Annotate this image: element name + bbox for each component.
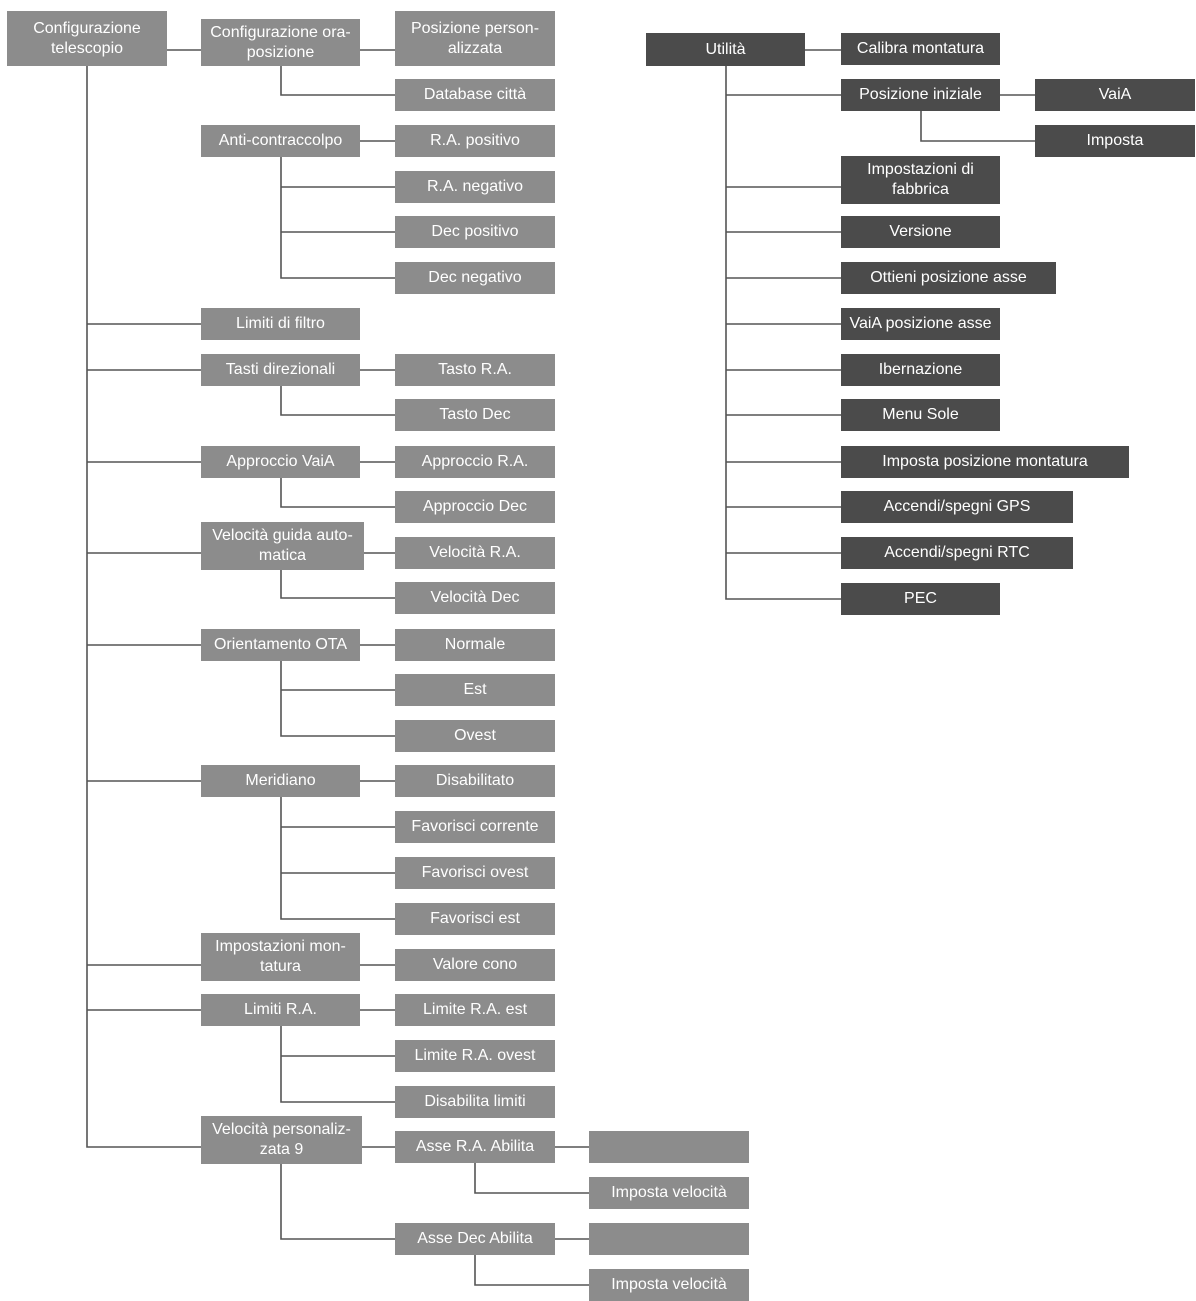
- version-node: Versione: [841, 216, 1000, 248]
- ra-axis-blank-node: [589, 1131, 749, 1163]
- dec-axis-blank-node: [589, 1223, 749, 1255]
- home-position-node: Posizione iniziale: [841, 79, 1000, 111]
- ra-speed-node: Velocità R.A.: [395, 537, 555, 569]
- set-mount-position-node: Imposta posizione montatura: [841, 446, 1129, 478]
- goto-approach-node: Approccio VaiA: [201, 446, 360, 478]
- ra-limit-east-node: Limite R.A. est: [395, 994, 555, 1026]
- dec-speed-node: Velocità Dec: [395, 582, 555, 614]
- backlash-node: Anti-contraccolpo: [201, 125, 360, 157]
- city-database-node: Database città: [395, 79, 555, 111]
- dec-positive-node: Dec positivo: [395, 216, 555, 248]
- ota-orientation-node: Orientamento OTA: [201, 629, 360, 661]
- rtc-toggle-node: Accendi/spegni RTC: [841, 537, 1073, 569]
- ra-key-node: Tasto R.A.: [395, 354, 555, 386]
- disable-limits-node: Disabilita limiti: [395, 1086, 555, 1118]
- ra-negative-node: R.A. negativo: [395, 171, 555, 203]
- sun-menu-node: Menu Sole: [841, 399, 1000, 431]
- filter-limits-node: Limiti di filtro: [201, 308, 360, 340]
- telescope-setup-node: Configurazione telescopio: [7, 11, 167, 66]
- disabled-node: Disabilitato: [395, 765, 555, 797]
- east-node: Est: [395, 674, 555, 706]
- favor-current-node: Favorisci corrente: [395, 811, 555, 843]
- custom-position-node: Posizione person- alizzata: [395, 11, 555, 66]
- meridian-node: Meridiano: [201, 765, 360, 797]
- calibrate-mount-node: Calibra montatura: [841, 33, 1000, 65]
- autoguide-speed-node: Velocità guida auto- matica: [201, 522, 364, 570]
- get-axis-position-node: Ottieni posizione asse: [841, 262, 1056, 294]
- hibernate-node: Ibernazione: [841, 354, 1000, 386]
- direction-keys-node: Tasti direzionali: [201, 354, 360, 386]
- cone-value-node: Valore cono: [395, 949, 555, 981]
- home-set-node: Imposta: [1035, 125, 1195, 157]
- ra-limit-west-node: Limite R.A. ovest: [395, 1040, 555, 1072]
- favor-east-node: Favorisci est: [395, 903, 555, 935]
- ra-approach-node: Approccio R.A.: [395, 446, 555, 478]
- dec-axis-enable-node: Asse Dec Abilita: [395, 1223, 555, 1255]
- dec-negative-node: Dec negativo: [395, 262, 555, 294]
- mount-settings-node: Impostazioni mon- tatura: [201, 933, 360, 981]
- dec-approach-node: Approccio Dec: [395, 491, 555, 523]
- ra-limits-node: Limiti R.A.: [201, 994, 360, 1026]
- west-node: Ovest: [395, 720, 555, 752]
- pec-node: PEC: [841, 583, 1000, 615]
- normal-node: Normale: [395, 629, 555, 661]
- time-position-node: Configurazione ora- posizione: [201, 19, 360, 66]
- home-goto-node: VaiA: [1035, 79, 1195, 111]
- dec-set-speed-node: Imposta velocità: [589, 1269, 749, 1301]
- goto-axis-position-node: VaiA posizione asse: [841, 308, 1000, 340]
- gps-toggle-node: Accendi/spegni GPS: [841, 491, 1073, 523]
- favor-west-node: Favorisci ovest: [395, 857, 555, 889]
- ra-positive-node: R.A. positivo: [395, 125, 555, 157]
- ra-axis-enable-node: Asse R.A. Abilita: [395, 1131, 555, 1163]
- custom-speed-node: Velocità personaliz- zata 9: [201, 1116, 362, 1164]
- factory-settings-node: Impostazioni di fabbrica: [841, 156, 1000, 204]
- ra-set-speed-node: Imposta velocità: [589, 1177, 749, 1209]
- utility-node: Utilità: [646, 33, 805, 66]
- dec-key-node: Tasto Dec: [395, 399, 555, 431]
